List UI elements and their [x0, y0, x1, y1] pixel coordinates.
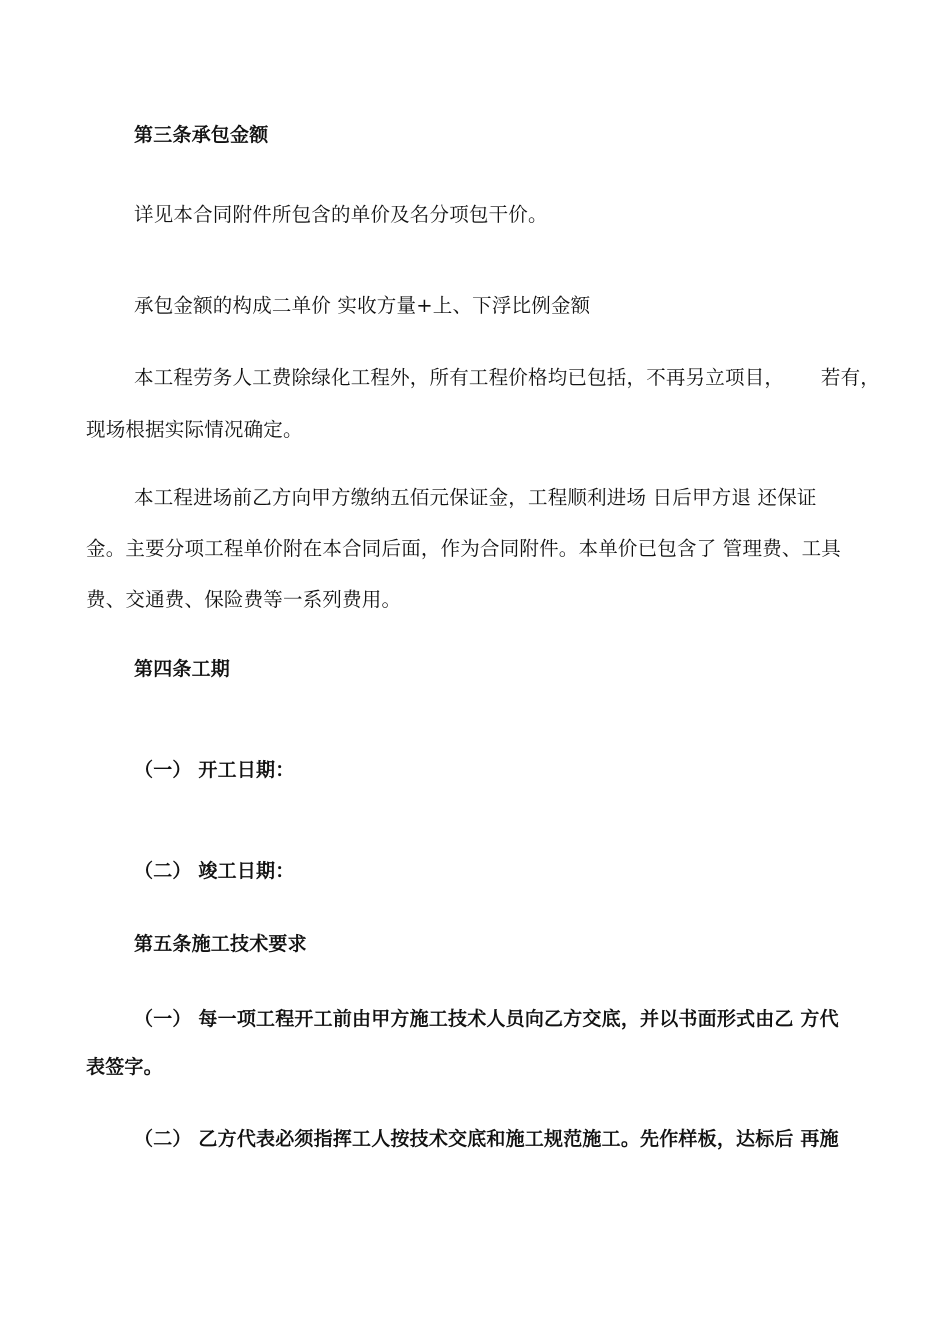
- article-5-item-2-line-1: （二） 乙方代表必须指挥工人按技术交底和施工规范施工。先作样板，达标后 再施: [134, 1128, 839, 1150]
- article-3-paragraph-4-line-1: 本工程进场前乙方向甲方缴纳五佰元保证金，工程顺利进场 日后甲方退 还保证: [134, 486, 817, 509]
- article-3-paragraph-2: 承包金额的构成二单价 实收方量+上、下浮比例金额: [134, 294, 591, 317]
- paragraph-text: 本工程劳务人工费除绿化工程外，所有工程价格均已包括，不再另立项目，: [134, 366, 785, 389]
- article-3-paragraph-1: 详见本合同附件所包含的单价及名分项包干价。: [134, 203, 548, 226]
- article-4-heading: 第四条工期: [134, 658, 231, 680]
- article-3-paragraph-3-line-2: 现场根据实际情况确定。: [86, 418, 303, 441]
- article-4-item-1: （一） 开工日期：: [134, 759, 295, 781]
- article-5-item-1-line-1: （一） 每一项工程开工前由甲方施工技术人员向乙方交底，并以书面形式由乙 方代: [134, 1008, 839, 1030]
- article-3-paragraph-3-line-1: [134, 364, 880, 392]
- article-4-item-2: （二） 竣工日期：: [134, 860, 295, 882]
- article-5-heading: 第五条施工技术要求: [134, 933, 307, 955]
- article-3-paragraph-4-line-2: 金。主要分项工程单价附在本合同后面，作为合同附件。本单价已包含了 管理费、工具: [86, 537, 841, 560]
- article-5-item-1-line-2: 表签字。: [86, 1056, 163, 1078]
- article-3-heading: 第三条承包金额: [134, 124, 269, 146]
- paragraph-text: 若有，: [820, 366, 880, 389]
- article-3-paragraph-4-line-3: 费、交通费、保险费等一系列费用。: [86, 588, 402, 611]
